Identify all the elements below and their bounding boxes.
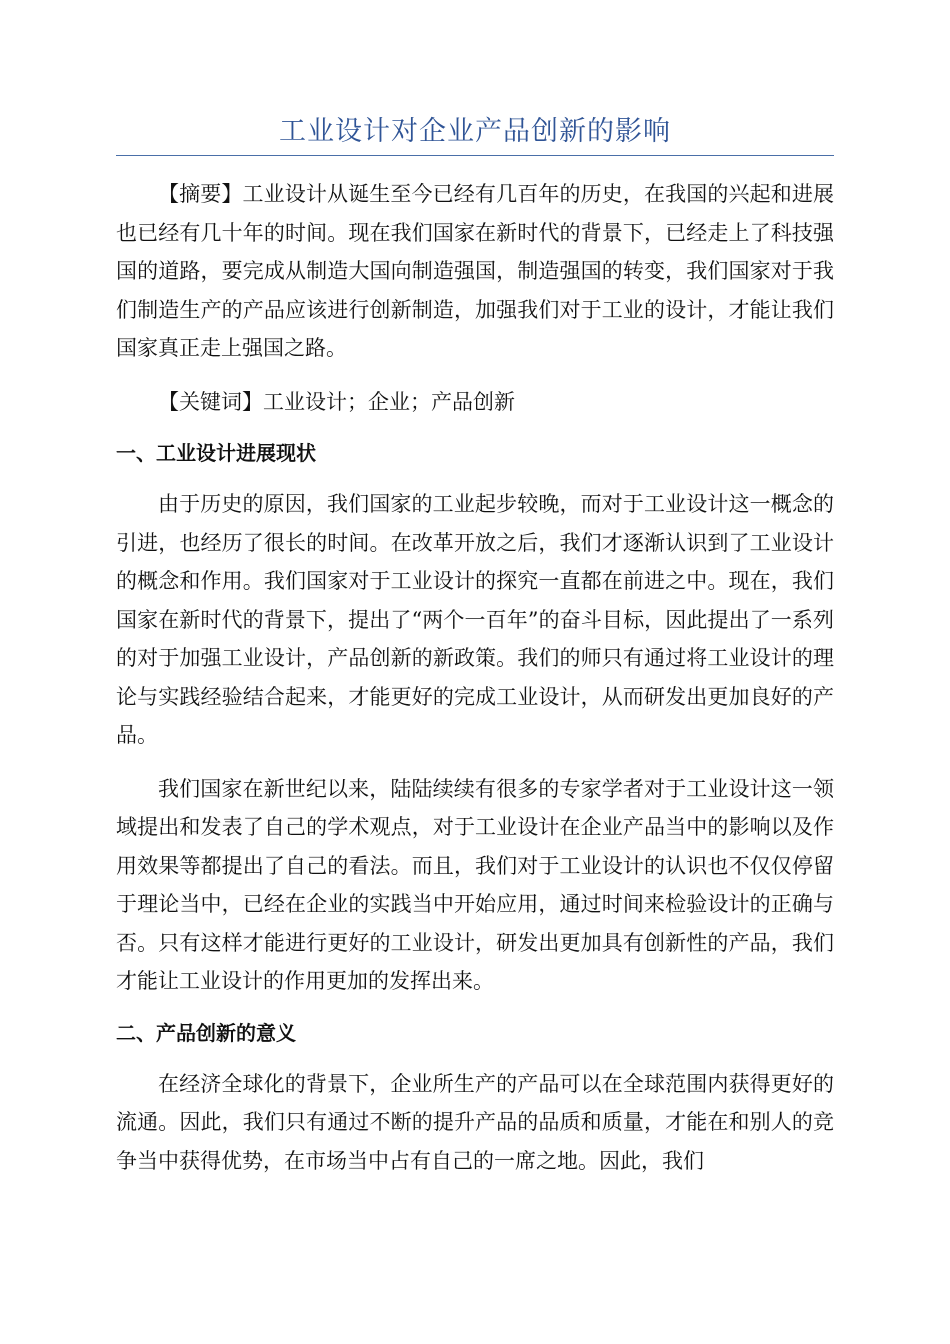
abstract-paragraph: 【摘要】工业设计从诞生至今已经有几百年的历史，在我国的兴起和进展也已经有几十年的时间。现在我们国家在新时代的背景下，已经走上了科技强国的道路，要完成从制造大国向制造强国，制造强国的转变，我们国家对于我们制造生产的产品应该进行创新制造，加强我们对于工业的设计，才能让我们国家真正走上强国之路。 [116, 182, 834, 360]
keywords-paragraph: 【关键词】工业设计；企业；产品创新 [158, 389, 515, 414]
section-1-heading: 一、工业设计进展现状 [116, 441, 316, 465]
section-1-paragraph-2: 我们国家在新世纪以来，陆陆续续有很多的专家学者对于工业设计这一领域提出和发表了自己的学术观点，对于工业设计在企业产品当中的影响以及作用效果等都提出了自己的看法。而且，我们对于工业设计的认识也不仅仅停留于理论当中，已经在企业的实践当中开始应用，通过时间来检验设计的正确与否。只有这样才能进行更好的工业设计，研发出更加具有创新性的产品，我们才能让工业设计的作用更加的发挥出来。 [116, 776, 834, 993]
section-1-paragraph-1: 由于历史的原因，我们国家的工业起步较晚，而对于工业设计这一概念的引进，也经历了很长的时间。在改革开放之后，我们才逐渐认识到了工业设计的概念和作用。我们国家对于工业设计的探究一直都在前进之中。现在，我们国家在新时代的背景下，提出了“两个一百年”的奋斗目标，因此提出了一系列的对于加强工业设计，产品创新的新政策。我们的师只有通过将工业设计的理论与实践经验结合起来，才能更好的完成工业设计，从而研发出更加良好的产品。 [116, 492, 834, 747]
document-title: 工业设计对企业产品创新的影响 [279, 116, 671, 147]
section-2-heading: 二、产品创新的意义 [116, 1020, 296, 1045]
document-body [116, 175, 834, 1195]
title-block [116, 112, 834, 156]
section-2-paragraph-1: 在经济全球化的背景下，企业所生产的产品可以在全球范围内获得更好的流通。因此，我们只有通过不断的提升产品的品质和质量，才能在和别人的竞争当中获得优势，在市场当中占有自己的一席之地。因此，我们 [116, 1071, 834, 1173]
